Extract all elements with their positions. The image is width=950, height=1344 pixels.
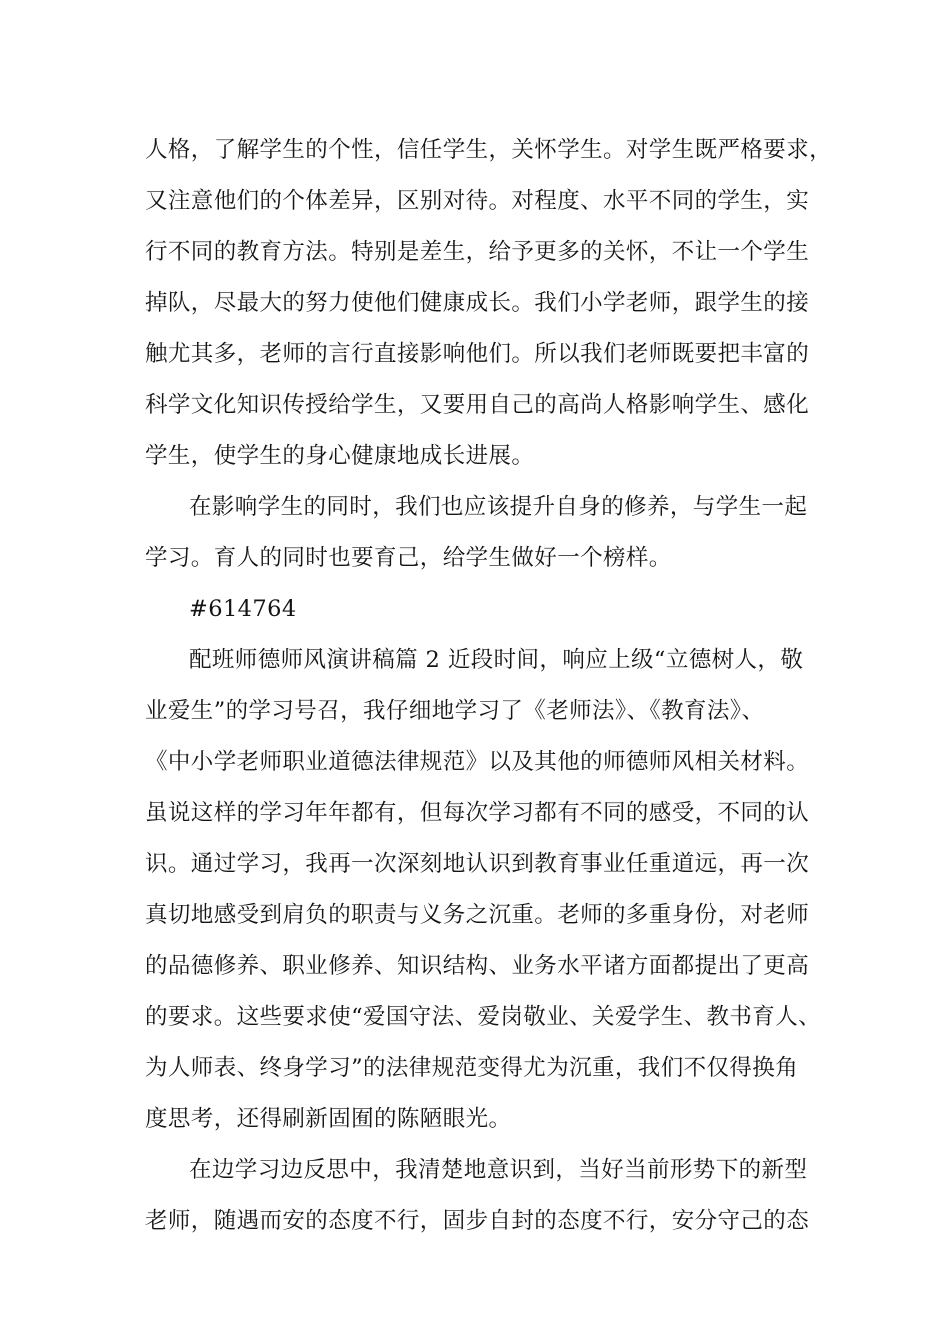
text-line-21: 在边学习边反思中，我清楚地意识到，当好当前形势下的新型 — [189, 1157, 808, 1183]
text-line-15: 识。通过学习，我再一次深刻地认识到教育事业任重道远，再一次 — [145, 851, 810, 877]
text-line-13: 《中小学老师职业道德法律规范》以及其他的师德师风相关材料。 — [145, 749, 810, 775]
text-line-18: 的要求。这些要求使“爱国守法、爱岗敬业、关爱学生、教书育人、 — [145, 1004, 822, 1030]
text-line-10: #614764 — [189, 596, 297, 622]
text-line-2: 又注意他们的个体差异，区别对待。对程度、水平不同的学生，实 — [145, 188, 810, 214]
text-line-17: 的品德修养、职业修养、知识结构、业务水平诸方面都提出了更高 — [145, 953, 810, 979]
text-line-14: 虽说这样的学习年年都有，但每次学习都有不同的感受，不同的认 — [145, 800, 810, 826]
text-line-20: 度思考，还得刷新固囿的陈陋眼光。 — [145, 1106, 512, 1132]
text-line-9: 学习。育人的同时也要育己，给学生做好一个榜样。 — [145, 545, 672, 571]
text-line-8: 在影响学生的同时，我们也应该提升自身的修养，与学生一起 — [189, 494, 808, 520]
text-line-1: 人格，了解学生的个性，信任学生，关怀学生。对学生既严格要求， — [145, 137, 833, 163]
text-line-4: 掉队，尽最大的努力使他们健康成长。我们小学老师，跟学生的接 — [145, 290, 810, 316]
text-line-22: 老师，随遇而安的态度不行，固步自封的态度不行，安分守己的态 — [145, 1208, 810, 1234]
text-line-16: 真切地感受到肩负的职责与义务之沉重。老师的多重身份，对老师 — [145, 902, 810, 928]
text-line-12: 业爱生”的学习号召，我仔细地学习了《老师法》、《教育法》、 — [145, 698, 765, 724]
text-line-11: 配班师德师风演讲稿篇 2 近段时间，响应上级“立德树人，敬 — [189, 647, 804, 673]
text-line-7: 学生，使学生的身心健康地成长进展。 — [145, 443, 535, 469]
text-line-5: 触尤其多，老师的言行直接影响他们。所以我们老师既要把丰富的 — [145, 341, 810, 367]
text-line-6: 科学文化知识传授给学生，又要用自己的高尚人格影响学生、感化 — [145, 392, 810, 418]
text-line-19: 为人师表、终身学习”的法律规范变得尤为沉重，我们不仅得换角 — [145, 1055, 799, 1081]
text-line-3: 行不同的教育方法。特别是差生，给予更多的关怀，不让一个学生 — [145, 239, 810, 265]
